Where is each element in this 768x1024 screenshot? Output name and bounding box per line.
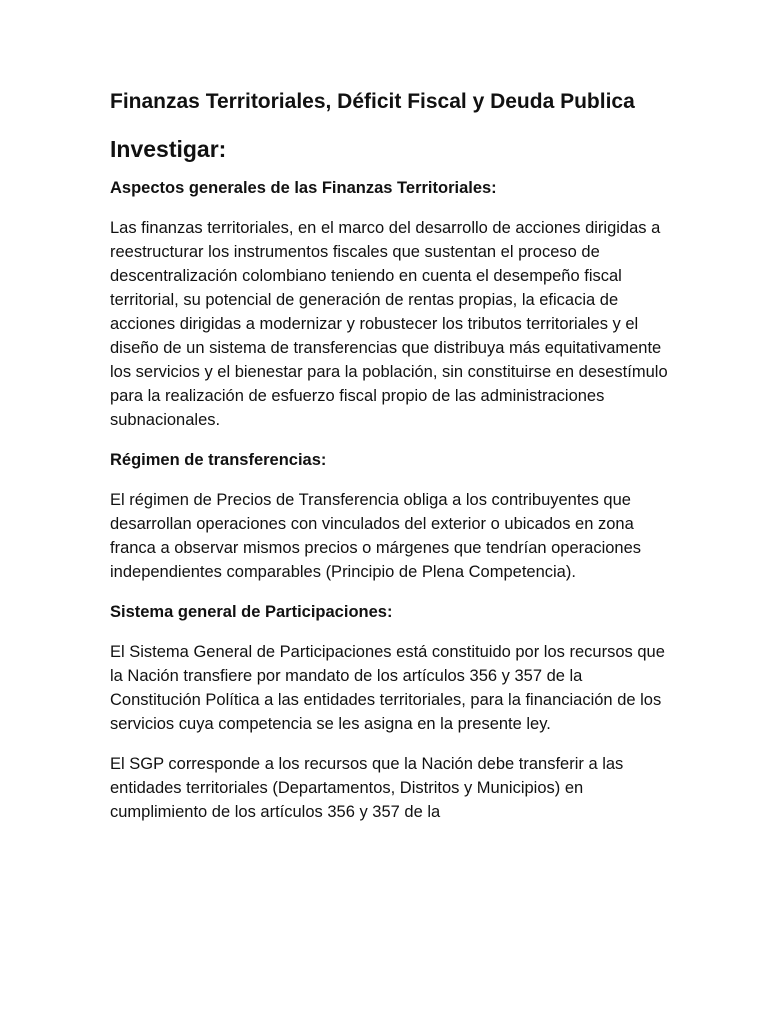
paragraph-sgp-1: El Sistema General de Participaciones está constituido por los recursos que la Nación transfiere por mandato de los artículos 356 y 357 de la Constitución Política a las entidades territoriales, para la financiación de los servicios cuya competencia se les asigna en la presente ley. — [110, 643, 665, 733]
paragraph-regimen: El régimen de Precios de Transferencia obliga a los contribuyentes que desarrollan operaciones con vinculados del exterior o ubicados en zona franca a observar mismos precios o márgenes que tendrían operaciones independientes comparables (Principio de Plena Competencia). — [110, 491, 642, 581]
section-title-sgp: Sistema general de Participaciones: — [110, 603, 393, 621]
section-title-finanzas: Aspectos generales de las Finanzas Territoriales: — [110, 179, 497, 197]
document-page — [110, 88, 670, 824]
paragraph-sgp-2: El SGP corresponde a los recursos que la Nación debe transferir a las entidades territoriales (Departamentos, Distritos y Municipios) en cumplimiento de los artículos 356 y 357 de la — [110, 755, 624, 821]
section-title-regimen: Régimen de transferencias: — [110, 451, 327, 469]
paragraph-finanzas: Las finanzas territoriales, en el marco del desarrollo de acciones dirigidas a reestructurar los instrumentos fiscales que sustentan el proceso de descentralización colombiano teniendo en cuenta el desempeño fiscal territorial, su potencial de generación de rentas propias, la eficacia de acciones dirigidas a modernizar y robustecer los tributos territoriales y el diseño de un sistema de transferencias que distribuya más equitativamente los servicios y el bienestar para la población, sin constituirse en desestímulo para la realización de esfuerzo fiscal propio de las administraciones subnacionales. — [110, 219, 668, 429]
document-heading: Investigar: — [110, 136, 227, 162]
document-title: Finanzas Territoriales, Déficit Fiscal y Deuda Publica — [110, 90, 635, 113]
